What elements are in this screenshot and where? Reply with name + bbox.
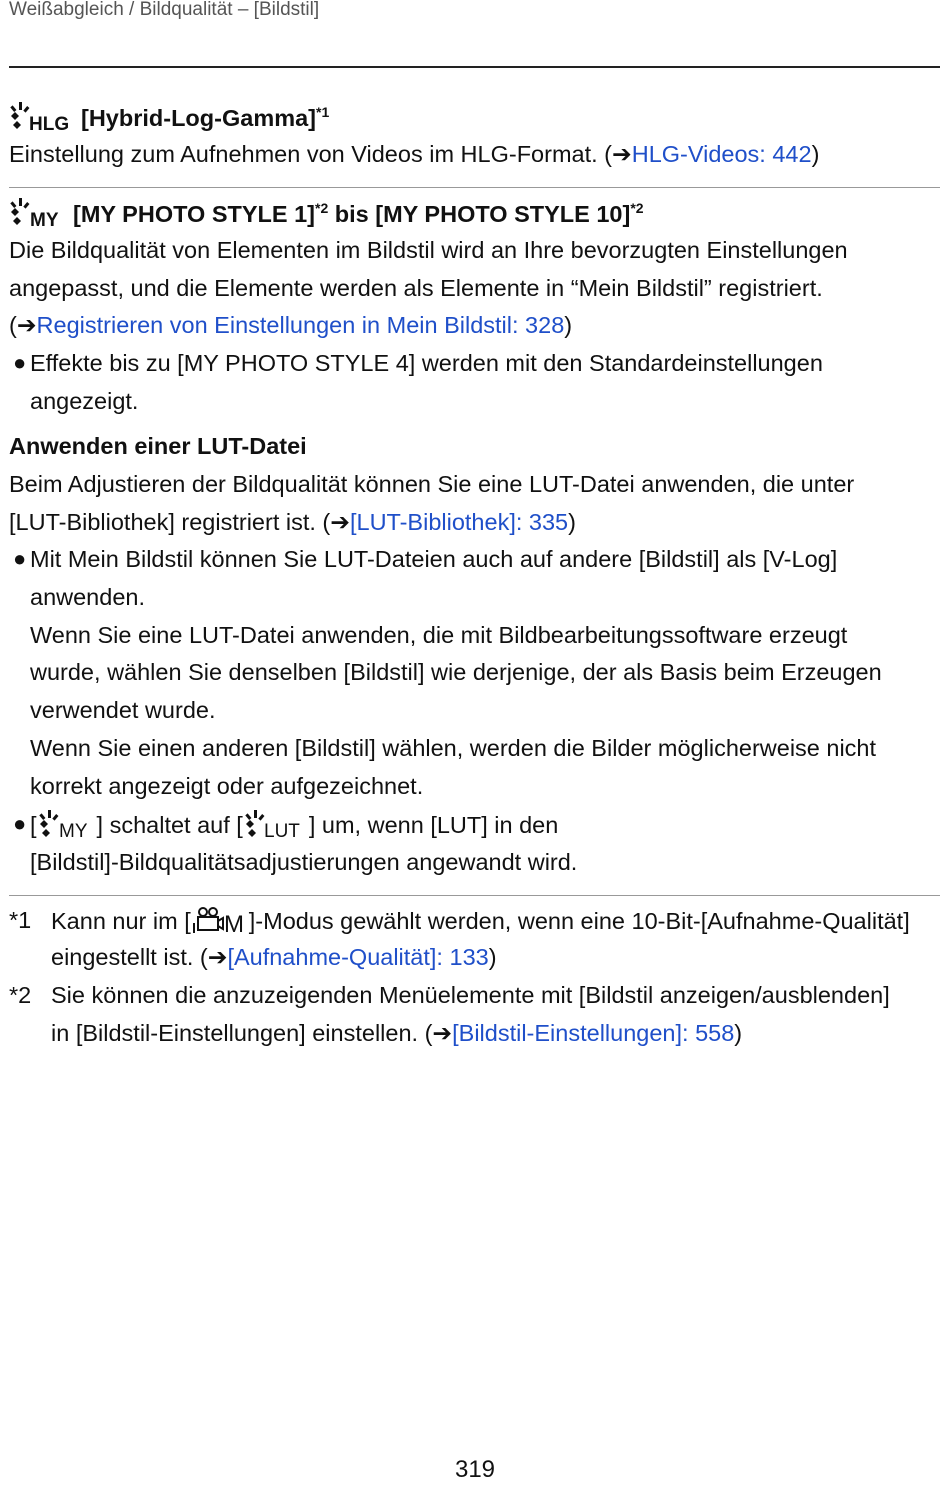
arrow-icon: ➔ — [330, 509, 350, 535]
my-desc-line1: Die Bildqualität von Elementen im Bildstil wird an Ihre bevorzugten Einstellungen — [9, 237, 848, 263]
lut-b1-line3: Wenn Sie eine LUT-Datei anwenden, die mit Bildbearbeitungssoftware erzeugt — [30, 622, 848, 648]
fn1-text-a: Kann nur im [ — [51, 908, 191, 934]
fn1-text-c: eingestellt ist. ( — [51, 944, 208, 970]
lut-heading: Anwenden einer LUT-Datei — [9, 433, 307, 459]
page-number: 319 — [454, 1456, 496, 1483]
hlg-description — [9, 139, 819, 169]
my-footnote-ref-a: *2 — [315, 200, 329, 216]
recording-quality-link[interactable]: [Aufnahme-Qualität]: 133 — [227, 944, 489, 970]
hlg-footnote-ref: *1 — [316, 104, 330, 120]
bullet-icon: ● — [13, 350, 27, 375]
arrow-icon: ➔ — [16, 312, 37, 338]
fn2-text: in [Bildstil-Einstellungen] einstellen. ( — [51, 1020, 433, 1046]
my-title-mid: bis [MY PHOTO STYLE 10] — [328, 201, 631, 227]
footnote-1-line2 — [51, 942, 497, 972]
fn1-text-b: ]-Modus gewählt werden, wenn eine 10-Bit-[Aufnahme-Qualität] — [248, 908, 910, 934]
paren-close: ) — [811, 141, 820, 167]
my-footnote-ref-b: *2 — [630, 200, 644, 216]
svg-text:LUT: LUT — [263, 821, 300, 839]
paren-close: ) — [564, 312, 573, 338]
lut-b2-rest: ] um, wenn [LUT] in den — [308, 812, 559, 838]
lut-b1-line1: Mit Mein Bildstil können Sie LUT-Dateien auch auf andere [Bildstil] als [V-Log] — [30, 546, 838, 572]
hlg-title: [Hybrid-Log-Gamma] — [81, 105, 316, 131]
arrow-icon: ➔ — [207, 944, 228, 970]
lut-b1-line2: anwenden. — [30, 584, 145, 610]
photo-style-my-icon — [9, 196, 67, 228]
hlg-videos-link[interactable]: HLG-Videos: 442 — [631, 141, 812, 167]
paren-close: ) — [734, 1020, 743, 1046]
my-title-a: [MY PHOTO STYLE 1] — [73, 201, 315, 227]
my-bullet-line1: Effekte bis zu [MY PHOTO STYLE 4] werden mit den Standardeinstellungen — [30, 350, 823, 376]
lut-b1-line4: wurde, wählen Sie denselben [Bildstil] wie derjenige, der als Basis beim Erzeugen — [30, 659, 882, 685]
my-desc-line2: angepasst, und die Elemente werden als Elemente in “Mein Bildstil” registriert. — [9, 275, 823, 301]
lut-b2-line2: [Bildstil]-Bildqualitätsadjustierungen angewandt wird. — [30, 849, 578, 875]
my-title-line — [9, 196, 644, 229]
svg-text:MY: MY — [58, 821, 88, 839]
footnote-1-line1 — [51, 905, 910, 936]
lut-desc-line1: Beim Adjustieren der Bildqualität können Sie eine LUT-Datei anwenden, die unter — [9, 471, 855, 497]
lut-library-link[interactable]: [LUT-Bibliothek]: 335 — [349, 509, 569, 535]
arrow-icon: ➔ — [612, 141, 632, 167]
lut-b1-line7: korrekt angezeigt oder aufgezeichnet. — [30, 773, 424, 799]
my-reference — [9, 310, 572, 340]
photo-style-settings-link[interactable]: [Bildstil-Einstellungen]: 558 — [452, 1020, 735, 1046]
footnote-2-mark: *2 — [9, 982, 32, 1008]
svg-text:HLG: HLG — [29, 114, 70, 132]
breadcrumb: Weißabgleich / Bildqualität – [Bildstil] — [9, 0, 320, 20]
svg-text:M: M — [223, 911, 244, 935]
footnote-1-mark: *1 — [9, 907, 32, 933]
bracket-open: [ — [30, 812, 37, 838]
lut-b1-line5: verwendet wurde. — [30, 697, 216, 723]
hlg-title-line — [9, 100, 329, 133]
footnote-2-line2 — [51, 1018, 742, 1048]
register-my-style-link[interactable]: Registrieren von Einstellungen in Mein Bildstil: 328 — [36, 312, 565, 338]
paren-close: ) — [568, 509, 576, 535]
paren-close: ) — [488, 944, 497, 970]
my-bullet-line2: angezeigt. — [30, 388, 139, 414]
lut-desc-text: [LUT-Bibliothek] registriert ist. ( — [9, 509, 331, 535]
photo-style-lut-icon — [244, 809, 308, 839]
video-mode-icon — [192, 905, 248, 935]
svg-text:MY: MY — [30, 210, 59, 228]
arrow-icon: ➔ — [432, 1020, 453, 1046]
bullet-icon: ● — [13, 811, 27, 836]
lut-b1-line6: Wenn Sie einen anderen [Bildstil] wählen, werden die Bilder möglicherweise nicht — [30, 735, 877, 761]
header-divider — [9, 66, 940, 68]
hlg-desc-text: Einstellung zum Aufnehmen von Videos im HLG-Format. ( — [9, 141, 613, 167]
bullet-icon: ● — [13, 546, 27, 571]
footnote-divider — [9, 895, 940, 896]
footnote-2-line1: Sie können die anzuzeigenden Menüelemente mit [Bildstil anzeigen/ausblenden] — [51, 982, 890, 1008]
lut-desc-line2 — [9, 507, 576, 537]
lut-b2-mid: ] schaltet auf [ — [96, 812, 243, 838]
paren-open: ( — [9, 312, 17, 338]
lut-b2-line1 — [30, 809, 558, 840]
photo-style-hlg-icon — [9, 100, 75, 132]
photo-style-my-icon — [38, 809, 96, 839]
section-divider — [9, 187, 940, 188]
